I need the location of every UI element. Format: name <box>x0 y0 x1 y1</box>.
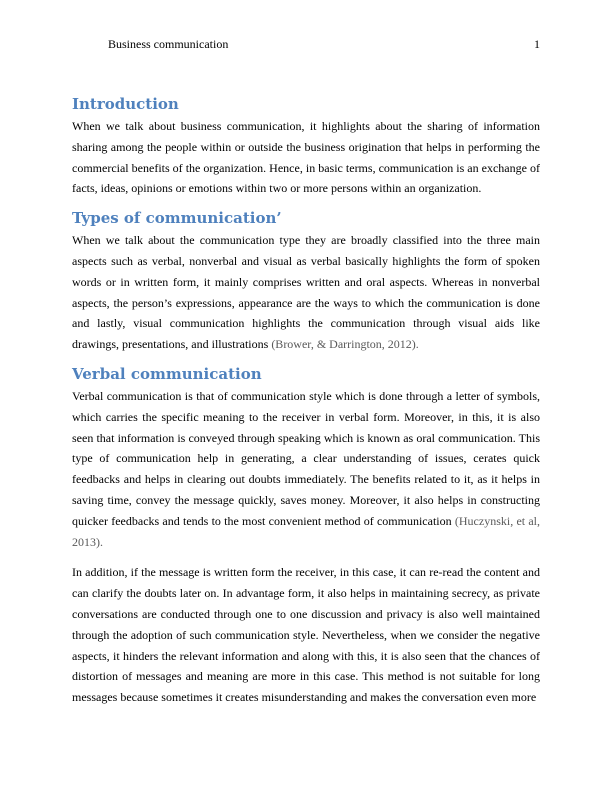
types-paragraph-text: When we talk about the communication type they are broadly classified into the three main aspects such as verbal, nonverbal and visual as verbal basically highlights the form of spoken words or in written form, it mainly comprises written and oral aspects. Whereas in nonverbal aspects, the person’s expressions, appearance are the ways to which the communication is done and lastly, visual communication highlights the communication through visual aids like drawings, presentations, and illustrations <box>72 233 540 352</box>
verbal-citation: (Huczynski, et al, 2013). <box>72 513 541 549</box>
introduction-heading: Introduction <box>72 95 179 113</box>
types-paragraph <box>72 230 540 355</box>
verbal-paragraph-2: In addition, if the message is written form the receiver, in this case, it can re-read the content and can clarify the doubts later on. In advantage form, it also helps in maintaining secrecy, as private conversations are conducted through one to one discussion and privacy is also well maintained through the adoption of such communication style. Nevertheless, when we consider the negative aspects, it hinders the relevant information and along with this, it is also seen that the chances of distortion of messages and meaning are more in this case. This method is not suitable for long messages because sometimes it creates misunderstanding and makes the conversation even more <box>72 565 540 705</box>
verbal-paragraph-1-text: Verbal communication is that of communication style which is done through a letter of symbols, which carries the specific meaning to the receiver in verbal form. Moreover, in this, it is also seen that information is conveyed through speaking which is known as oral communication. This type of communication help in generating, a clear understanding of issues, cerates quick feedbacks and helps in clearing out doubts immediately. The benefits related to it, as it helps in saving time, convey the message quickly, saves money. Moreover, it also helps in constructing quicker feedbacks and tends to the most convenient method of communication <box>72 388 540 528</box>
document-body <box>72 95 540 708</box>
running-header-title: Business communication <box>108 37 229 51</box>
page-number: 1 <box>534 37 540 51</box>
types-citation: (Brower, & Darrington, 2012). <box>271 337 419 352</box>
verbal-heading: Verbal communication <box>72 364 262 383</box>
types-heading: Types of communication’ <box>72 209 282 228</box>
introduction-paragraph: When we talk about business communication, it highlights about the sharing of information sharing among the people within or outside the business origination that helps in performing the commercial benefits of the organization. Hence, in basic terms, communication is an exchange of facts, ideas, opinions or emotions within two or more persons within an organization. <box>72 119 540 196</box>
verbal-paragraph-1 <box>72 386 540 552</box>
